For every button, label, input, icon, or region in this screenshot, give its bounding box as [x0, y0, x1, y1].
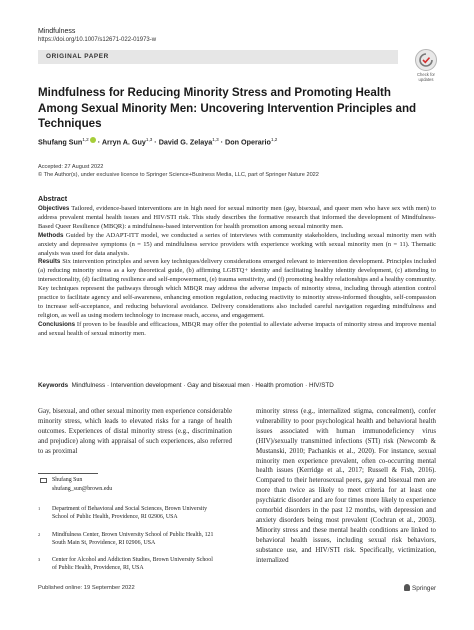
doi-link[interactable]: https://doi.org/10.1007/s12671-022-01973-w: [38, 37, 157, 43]
publisher-name: Springer: [412, 585, 437, 592]
footnote-number: 1: [38, 506, 41, 511]
footnote-text: Center for Alcohol and Addiction Studies, Brown University School of Public Health, Providence, RI, USA: [52, 557, 213, 571]
author-affiliation: 1,2: [270, 137, 278, 142]
corresponding-author-email[interactable]: shufang_sun@brown.edu: [52, 486, 113, 492]
keyword[interactable]: Mindfulness: [71, 382, 106, 389]
methods-label: Methods: [38, 231, 64, 239]
author-name[interactable]: Arryn A. Guy: [101, 137, 146, 147]
copyright-notice: © The Author(s), under exclusive licence to Springer Science+Business Media, LLC, part of Springer Nature 2022: [38, 172, 319, 178]
keyword[interactable]: HIV/STD: [308, 382, 334, 389]
published-online-date: Published online: 19 September 2022: [38, 585, 135, 591]
author-name[interactable]: David G. Zelaya: [158, 137, 213, 147]
check-updates-label: Check for updates: [417, 72, 435, 82]
envelope-icon: [40, 478, 47, 483]
methods-text: Guided by the ADAPT-ITT model, we conducted a series of interviews with community stakeholders, including sexual minority men with anxiety and depressive symptoms (n = 15) and mindfulness service providers with experience working with sexual minority men (n = 11). Thematic analysis was used for data analysis.: [38, 231, 436, 257]
accepted-date: Accepted: 27 August 2022: [38, 164, 104, 170]
body-column-right: minority stress (e.g., internalized stigma, concealment), confer vulnerability to poor psychological health and behavioral health issues associated with human immunodeficiency virus (HIV)/sexually transmitted infections (STI) risk (Newcomb & Mustanski, 2010; Pachankis et al., 2020). For instance, sexual minority men experience prevalent, often co-occurring mental health issues (Kerridge et al., 2017; Russell & Fish, 2016). Compared to their heterosexual peers, gay and bisexual men are more than twice as likely to meet criteria for at least one psychiatric disorder and are four times more likely to experience comorbid disorders in the past 12 months, with depression and anxiety disorders being most prevalent (Cochran et al., 2003). Minority stress and these mental health conditions are linked to behavioral health issues, including sexual risk behaviors, substance use, and HIV/STI risk. Specifically, victimization, internalized: [256, 408, 436, 564]
objectives-label: Objectives: [38, 205, 70, 212]
keyword[interactable]: Gay and bisexual men: [187, 382, 250, 389]
keywords-line: Keywords Mindfulness · Intervention development · Gay and bisexual men · Health promotion · HIV/STD: [38, 382, 334, 389]
footnote-divider: [38, 473, 98, 474]
footnote-text: Mindfulness Center, Brown University School of Public Health, 121 South Main St, Providence, RI 02906, USA: [52, 532, 214, 546]
keywords-label: Keywords: [38, 382, 69, 389]
article-type-band: [38, 50, 398, 64]
body-column-left: Gay, bisexual, and other sexual minority men experience considerable minority stress, which leads to elevated risks for a range of health outcomes. Experiences of distal minority stress (e.g., discrimination and prejudice) along with appraisal of such experiences, also referred to as proximal: [38, 408, 232, 455]
springer-horse-icon: [404, 584, 410, 591]
author-name[interactable]: Shufang Sun: [38, 137, 83, 147]
check-updates-icon: [415, 49, 437, 71]
results-text: Six intervention principles and seven key techniques/delivery considerations emerged relevant to intervention development. Principles included (a) reducing minority stress as a key theoretical guide, (b) affirming LGBTQ+ identity and facilitating healthy identity development, (c) attending to intersectionality, (d) facilitating resilience and self-empowerment, (e) trauma sensitivity, and (f) promoting healthy relationships and a healthy community. Key techniques represent the pathways through which MBQR may address the adverse impacts of minority stress, including through attention control practice to facilitate agency and self-awareness, enhancing emotion regulation, reducing reactivity to minority stress-informed thoughts, self-compassion to increase self-acceptance, and reducing behavioral avoidance. Delivery considerations also included careful navigation regarding mindfulness and religion, as well as using modern technology to increase reach, access, and engagement.: [38, 258, 436, 319]
footnote-text: Department of Behavioral and Social Sciences, Brown University School of Public Health, Providence, RI 02906, USA: [52, 506, 208, 520]
author-affiliation: 1,3: [145, 137, 153, 142]
affiliation-footnote: [38, 505, 218, 521]
author-affiliation: 1,3: [212, 137, 219, 142]
abstract-conclusions: [38, 321, 436, 339]
objectives-text: Tailored, evidence-based interventions are in high need for sexual minority men (gay, bisexual, and queer men who have sex with men) to address prevalent mental health issues and HIV/STI risk. This study describes the formative research that informed the development of Mindfulness-Based Queer Resilience (MBQR): a mindfulness-based intervention for health promotion among sexual minority men.: [38, 205, 436, 230]
check-for-updates-badge[interactable]: [410, 49, 442, 82]
conclusions-text: If proven to be feasible and efficacious, MBQR may offer the potential to alleviate adverse impacts of minority stress and improve mental and sexual health of sexual minority men.: [38, 320, 436, 337]
results-label: Results: [38, 258, 61, 266]
abstract-results: [38, 258, 436, 320]
corresponding-author-name: Shufang Sun: [52, 477, 83, 483]
abstract-heading: Abstract: [38, 194, 68, 203]
orcid-icon[interactable]: [90, 137, 96, 143]
affiliation-footnote: [38, 531, 218, 547]
abstract-methods: [38, 232, 436, 259]
affiliation-footnote: [38, 556, 218, 572]
article-title: Mindfulness for Reducing Minority Stress and Promoting Health Among Sexual Minority Men: Uncovering Intervention Principles and Techniques: [38, 86, 417, 130]
abstract-body: [38, 205, 436, 339]
journal-name: Mindfulness: [38, 28, 76, 35]
author-list: Shufang Sun$^{1,2}$ · Arryn A. Guy$^{1,3}$ · David G. Zelaya$^{1,3}$ · Don Operario$^{1,2}$: [38, 137, 278, 147]
article-type-label: ORIGINAL PAPER: [46, 53, 109, 60]
keyword[interactable]: Intervention development: [110, 382, 182, 389]
footnote-number: 3: [38, 557, 41, 562]
footnote-number: 2: [38, 532, 41, 537]
publisher-logo: [404, 584, 436, 592]
keyword[interactable]: Health promotion: [255, 382, 304, 389]
conclusions-label: Conclusions: [38, 320, 76, 328]
author-affiliation: 1,2: [82, 137, 89, 142]
author-name[interactable]: Don Operario: [225, 137, 271, 147]
abstract-objectives: [38, 205, 436, 232]
